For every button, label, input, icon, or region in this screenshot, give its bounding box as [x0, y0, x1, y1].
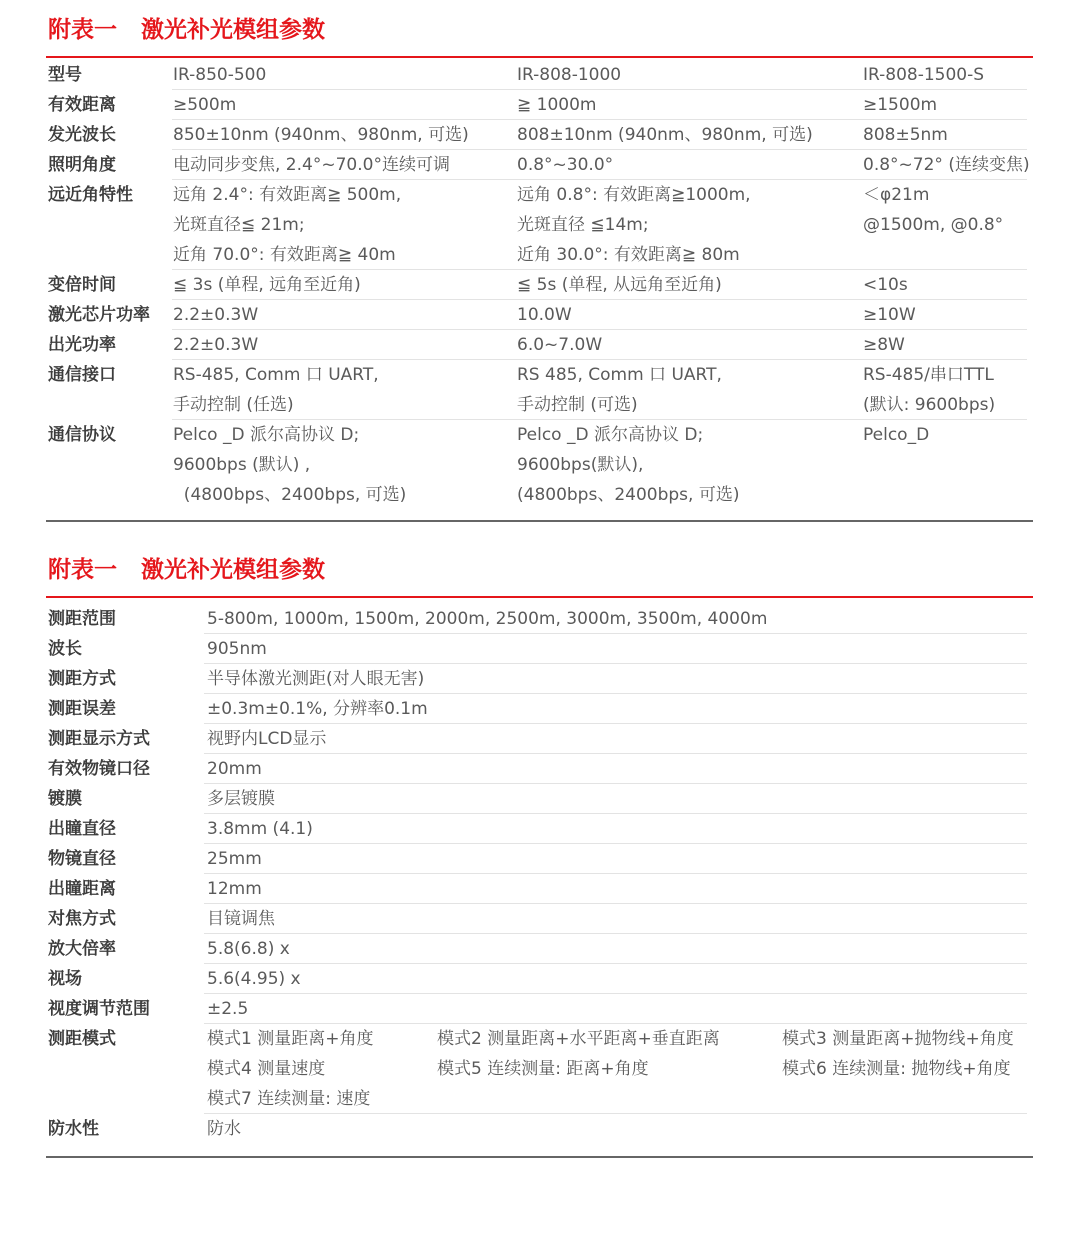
table-row — [46, 420, 1033, 520]
table-row — [46, 634, 1033, 664]
spec-value-line: 850±10nm (940nm、980nm, 可选) — [173, 125, 469, 145]
spec-value-cell — [517, 420, 863, 510]
spec-value-line: 光斑直径 ≦14m; — [517, 215, 649, 235]
table-row — [46, 180, 1033, 270]
row-label: 激光芯片功率 — [48, 305, 150, 325]
mode-item: 模式1 测量距离+角度 — [207, 1029, 374, 1049]
mode-item: 模式6 连续测量: 抛物线+角度 — [782, 1059, 1011, 1079]
spec-value-line: 808±10nm (940nm、980nm, 可选) — [517, 125, 813, 145]
spec-value-cell — [863, 150, 1033, 180]
row-label: 有效距离 — [48, 95, 116, 115]
mode-item: 模式2 测量距离+水平距离+垂直距离 — [437, 1029, 720, 1049]
row-label: 通信接口 — [48, 365, 116, 385]
measure-mode-list — [207, 1024, 1033, 1114]
row-label: 远近角特性 — [48, 185, 133, 205]
table-row — [46, 90, 1033, 120]
spec-value-cell — [517, 330, 863, 360]
row-label: 发光波长 — [48, 125, 116, 145]
spec-value-line: 光斑直径≦ 21m; — [173, 215, 305, 235]
spec-value-cell — [517, 300, 863, 330]
spec-value-cell — [863, 330, 1033, 360]
table-header-row — [46, 60, 1033, 90]
spec-value-cell — [173, 270, 517, 300]
spec-value-cell — [173, 300, 517, 330]
row-label: 出瞳直径 — [48, 819, 116, 839]
row-label: 视场 — [48, 969, 82, 989]
spec-value-line: RS-485/串口TTL — [863, 365, 994, 385]
spec-value-line: ≦ 3s (单程, 远角至近角) — [173, 275, 361, 295]
spec-value-cell — [173, 330, 517, 360]
spec-value-cell — [863, 120, 1033, 150]
spec-value-line: 远角 0.8°: 有效距离≧1000m, — [517, 185, 751, 205]
spec-value-cell — [863, 180, 1033, 270]
spec-value-line: @1500m, @0.8° — [863, 215, 1004, 235]
row-label: 出光功率 — [48, 335, 116, 355]
mode-item: 模式7 连续测量: 速度 — [207, 1089, 371, 1109]
table-row — [46, 784, 1033, 814]
spec-value-line: ≥1500m — [863, 95, 938, 115]
table-bottom-rule — [46, 520, 1033, 522]
spec-value-line: 0.8°~30.0° — [517, 155, 614, 175]
row-value: 视野内LCD显示 — [207, 729, 327, 749]
table-row — [46, 904, 1033, 934]
spec-value-line: 9600bps(默认), — [517, 455, 644, 475]
spec-value-line: 手动控制 (可选) — [517, 395, 638, 415]
spec-value-line: <10s — [863, 275, 908, 295]
spec-value-cell — [863, 420, 1033, 510]
table-row — [46, 120, 1033, 150]
table-row — [46, 270, 1033, 300]
table-row — [46, 814, 1033, 844]
spec-value-line: ≦ 5s (单程, 从远角至近角) — [517, 275, 722, 295]
row-label: 测距显示方式 — [48, 729, 150, 749]
table-row — [46, 1024, 1033, 1114]
spec-value-line: 9600bps (默认) , — [173, 455, 311, 475]
row-value: ±0.3m±0.1%, 分辨率0.1m — [207, 699, 428, 719]
table-bottom-rule — [46, 1156, 1033, 1158]
spec-value-line: ≥500m — [173, 95, 237, 115]
spec-value-cell — [517, 360, 863, 420]
spec-value-cell — [173, 120, 517, 150]
row-label: 测距模式 — [48, 1029, 116, 1049]
spec-value-line: 808±5nm — [863, 125, 948, 145]
row-value: 目镜调焦 — [207, 909, 275, 929]
spec-value-line: 手动控制 (任选) — [173, 395, 294, 415]
table-row — [46, 844, 1033, 874]
row-value: 3.8mm (4.1) — [207, 819, 313, 839]
spec-value-line: ≥10W — [863, 305, 916, 325]
row-value: 25mm — [207, 849, 262, 869]
row-label: 测距误差 — [48, 699, 116, 719]
spec-value-cell — [173, 150, 517, 180]
spec-value-line: ≥8W — [863, 335, 905, 355]
spec-value-cell — [173, 90, 517, 120]
spec-value-cell — [863, 360, 1033, 420]
spec-value-line: (默认: 9600bps) — [863, 395, 996, 415]
row-label: 出瞳距离 — [48, 879, 116, 899]
spec-value-cell — [517, 270, 863, 300]
row-label: 对焦方式 — [48, 909, 116, 929]
spec-value-cell — [517, 150, 863, 180]
spec-value-line: (4800bps、2400bps, 可选) — [173, 485, 407, 505]
model-name: IR-808-1500-S — [863, 65, 985, 85]
table-row — [46, 150, 1033, 180]
spec-value-cell — [863, 90, 1033, 120]
spec-value-cell — [863, 270, 1033, 300]
row-label: 物镜直径 — [48, 849, 116, 869]
spec-value-line: RS-485, Comm 口 UART, — [173, 365, 379, 385]
mode-item: 模式3 测量距离+抛物线+角度 — [782, 1029, 1014, 1049]
mode-item: 模式4 测量速度 — [207, 1059, 326, 1079]
model-name: IR-850-500 — [173, 65, 267, 85]
table-row — [46, 754, 1033, 784]
row-value: 5.6(4.95) x — [207, 969, 301, 989]
table-row — [46, 604, 1033, 634]
spec-value-line: 远角 2.4°: 有效距离≧ 500m, — [173, 185, 402, 205]
row-label: 有效物镜口径 — [48, 759, 150, 779]
spec-value-line: 近角 70.0°: 有效距离≧ 40m — [173, 245, 396, 265]
laser-module-spec-table — [46, 14, 1033, 522]
table-row — [46, 664, 1033, 694]
spec-value-line: ＜φ21m — [863, 185, 930, 205]
table-row — [46, 300, 1033, 330]
row-label: 防水性 — [48, 1119, 99, 1139]
row-value: 12mm — [207, 879, 262, 899]
spec-value-cell — [173, 420, 517, 510]
spec-value-line: Pelco_D — [863, 425, 930, 445]
table-row — [46, 934, 1033, 964]
row-label: 测距范围 — [48, 609, 116, 629]
section-title: 附表一 激光补光模组参数 — [46, 554, 1033, 598]
row-label: 测距方式 — [48, 669, 116, 689]
table-row — [46, 964, 1033, 994]
spec-value-cell — [517, 90, 863, 120]
spec-value-cell — [517, 120, 863, 150]
spec-value-line: 2.2±0.3W — [173, 335, 259, 355]
rangefinder-spec-table — [46, 554, 1033, 1158]
spec-value-line: (4800bps、2400bps, 可选) — [517, 485, 740, 505]
table-row — [46, 724, 1033, 754]
spec-value-line: RS 485, Comm 口 UART, — [517, 365, 722, 385]
table-row — [46, 994, 1033, 1024]
mode-item: 模式5 连续测量: 距离+角度 — [437, 1059, 649, 1079]
table-row — [46, 1114, 1033, 1156]
spec-value-line: ≧ 1000m — [517, 95, 597, 115]
row-value: 5.8(6.8) x — [207, 939, 290, 959]
spec-value-cell — [173, 360, 517, 420]
table-row — [46, 874, 1033, 904]
spec-value-cell — [173, 180, 517, 270]
row-value: 多层镀膜 — [207, 789, 275, 809]
table-row — [46, 360, 1033, 420]
row-label: 照明角度 — [48, 155, 116, 175]
spec-value-line: Pelco _D 派尔高协议 D; — [517, 425, 704, 445]
spec-value-line: 0.8°~72° (连续变焦) — [863, 155, 1030, 175]
table-row — [46, 694, 1033, 724]
spec-value-line: 10.0W — [517, 305, 572, 325]
row-value: 防水 — [207, 1119, 241, 1139]
spec-value-cell — [863, 300, 1033, 330]
spec-value-line: 近角 30.0°: 有效距离≧ 80m — [517, 245, 740, 265]
spec-value-cell — [517, 180, 863, 270]
row-label: 通信协议 — [48, 425, 116, 445]
row-label: 视度调节范围 — [48, 999, 150, 1019]
spec-value-line: 电动同步变焦, 2.4°~70.0°连续可调 — [173, 155, 450, 175]
row-value: 5-800m, 1000m, 1500m, 2000m, 2500m, 3000m, 3500m, 4000m — [207, 609, 768, 629]
row-label: 放大倍率 — [48, 939, 116, 959]
row-value: 20mm — [207, 759, 262, 779]
row-value: 半导体激光测距(对人眼无害) — [207, 669, 425, 689]
spec-value-line: Pelco _D 派尔高协议 D; — [173, 425, 360, 445]
spec-value-line: 6.0~7.0W — [517, 335, 603, 355]
row-value: ±2.5 — [207, 999, 249, 1019]
table-row — [46, 330, 1033, 360]
row-label: 变倍时间 — [48, 275, 116, 295]
section-title: 附表一 激光补光模组参数 — [46, 14, 1033, 58]
spec-value-line: 2.2±0.3W — [173, 305, 259, 325]
row-label: 型号 — [48, 65, 82, 85]
row-label: 镀膜 — [48, 789, 82, 809]
row-value: 905nm — [207, 639, 267, 659]
row-label: 波长 — [48, 639, 82, 659]
model-name: IR-808-1000 — [517, 65, 622, 85]
